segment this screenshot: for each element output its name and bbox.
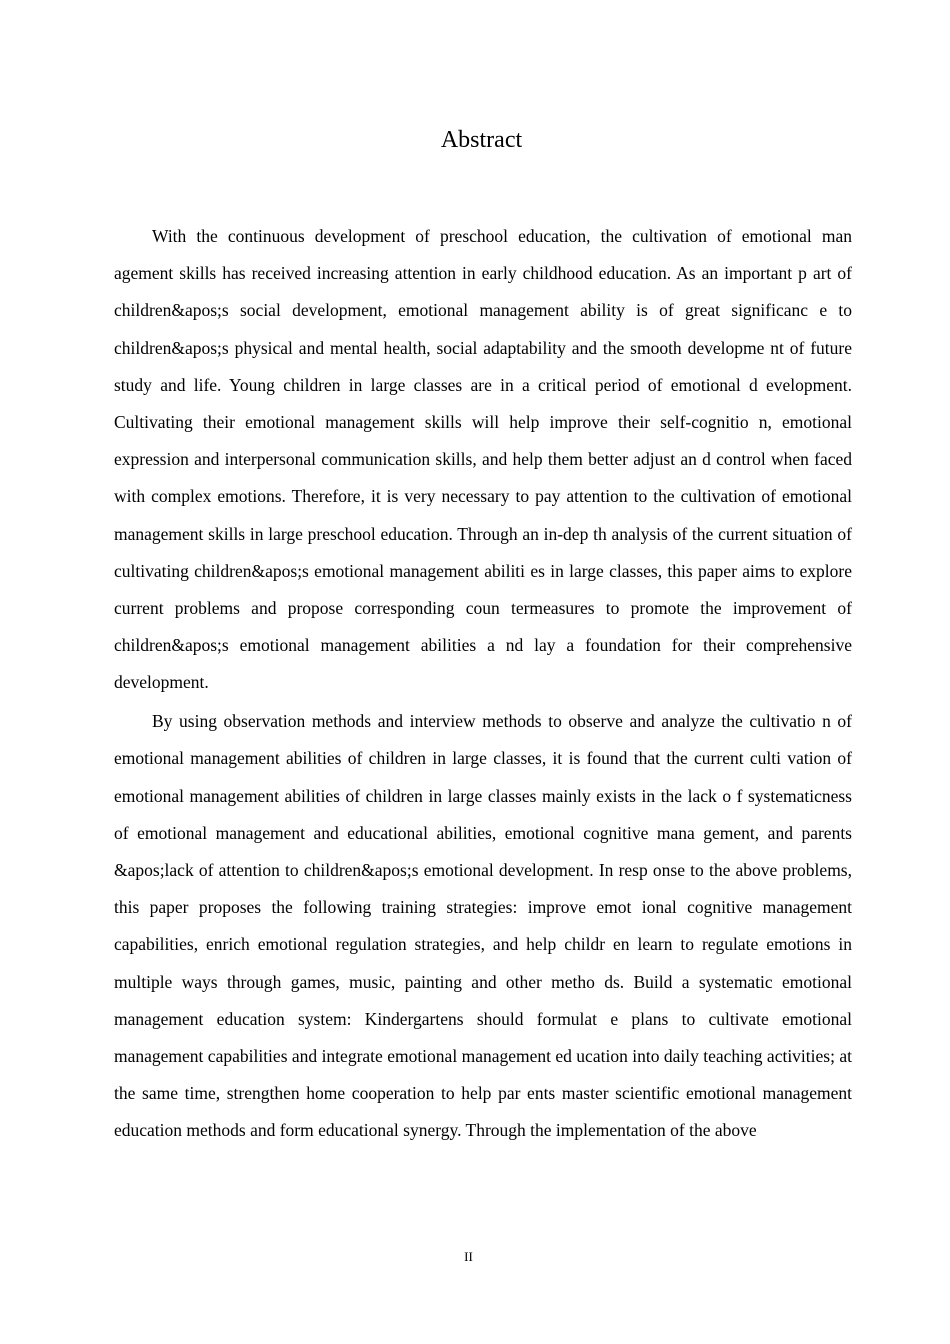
page-number: II <box>464 1249 473 1264</box>
abstract-title: Abstract <box>440 127 523 153</box>
abstract-paragraph-1: With the continuous development of preschool education, the cultivation of emotional man agement skills has received increasing attention in early childhood education. As an important p art of children&apos;s social development, emotional management ability is of great significanc e to children&apos;s physical and mental health, social adaptability and the smooth developme nt of future study and life. Young children in large classes are in a critical period of emotional d evelopment. Cultivating their emotional management skills will help improve their self-cognitio n, emotional expression and interpersonal communication skills, and help them better adjust an d control when faced with complex emotions. Therefore, it is very necessary to pay attention to the cultivation of emotional management skills in large preschool education. Through an in-dep th analysis of the current situation of cultivating children&apos;s emotional management abiliti es in large classes, this paper aims to explore current problems and propose corresponding coun termeasures to promote the improvement of children&apos;s emotional management abilities a nd lay a foundation for their comprehensive development. <box>114 226 852 693</box>
abstract-paragraph-2: By using observation methods and interview methods to observe and analyze the cultivatio n of emotional management abilities of children in large classes, it is found that the current culti vation of emotional management abilities of children in large classes mainly exists in the lack o f systematicness of emotional management and educational abilities, emotional cognitive mana gement, and parents &apos;lack of attention to children&apos;s emotional development. In resp onse to the above problems, this paper proposes the following training strategies: improve emot ional cognitive management capabilities, enrich emotional regulation strategies, and help childr en learn to regulate emotions in multiple ways through games, music, painting and other metho ds. Build a systematic emotional management education system: Kindergartens should formulat e plans to cultivate emotional management capabilities and integrate emotional management ed ucation into daily teaching activities; at the same time, strengthen home cooperation to help par ents master scientific emotional management education methods and form educational synergy. Through the implementation of the above <box>114 711 852 1141</box>
abstract-body <box>114 218 852 1150</box>
